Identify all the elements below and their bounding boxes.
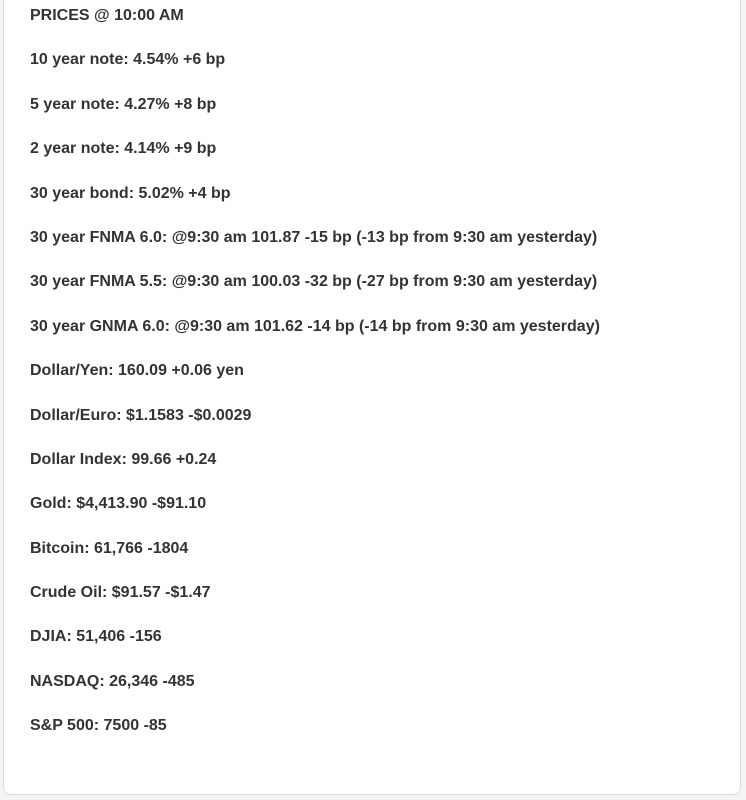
price-line-10-year-note: 10 year note: 4.54% +6 bp <box>30 51 226 69</box>
price-line-dollar-index: Dollar Index: 99.66 +0.24 <box>30 450 217 468</box>
price-line-dollar-yen: Dollar/Yen: 160.09 +0.06 yen <box>30 362 244 380</box>
price-line-fnma-6-0: 30 year FNMA 6.0: @9:30 am 101.87 -15 bp (-13 bp from 9:30 am yesterday) <box>30 228 598 246</box>
prices-header: PRICES @ 10:00 AM <box>30 7 184 24</box>
price-line-crude-oil: Crude Oil: $91.57 -$1.47 <box>30 584 211 602</box>
price-line-sp-500: S&P 500: 7500 -85 <box>30 717 167 735</box>
price-line-gnma-6-0: 30 year GNMA 6.0: @9:30 am 101.62 -14 bp (-14 bp from 9:30 am yesterday) <box>30 317 600 335</box>
price-line-fnma-5-5: 30 year FNMA 5.5: @9:30 am 100.03 -32 bp (-27 bp from 9:30 am yesterday) <box>30 273 598 291</box>
price-line-5-year-note: 5 year note: 4.27% +8 bp <box>30 95 217 113</box>
prices-card <box>3 0 741 795</box>
prices-list <box>30 5 600 760</box>
price-line-30-year-bond: 30 year bond: 5.02% +4 bp <box>30 184 231 202</box>
price-line-nasdaq: NASDAQ: 26,346 -485 <box>30 672 195 690</box>
price-line-2-year-note: 2 year note: 4.14% +9 bp <box>30 140 217 158</box>
price-line-dollar-euro: Dollar/Euro: $1.1583 -$0.0029 <box>30 406 252 424</box>
price-line-djia: DJIA: 51,406 -156 <box>30 628 162 646</box>
price-line-bitcoin: Bitcoin: 61,766 -1804 <box>30 539 189 557</box>
price-line-gold: Gold: $4,413.90 -$91.10 <box>30 495 207 513</box>
